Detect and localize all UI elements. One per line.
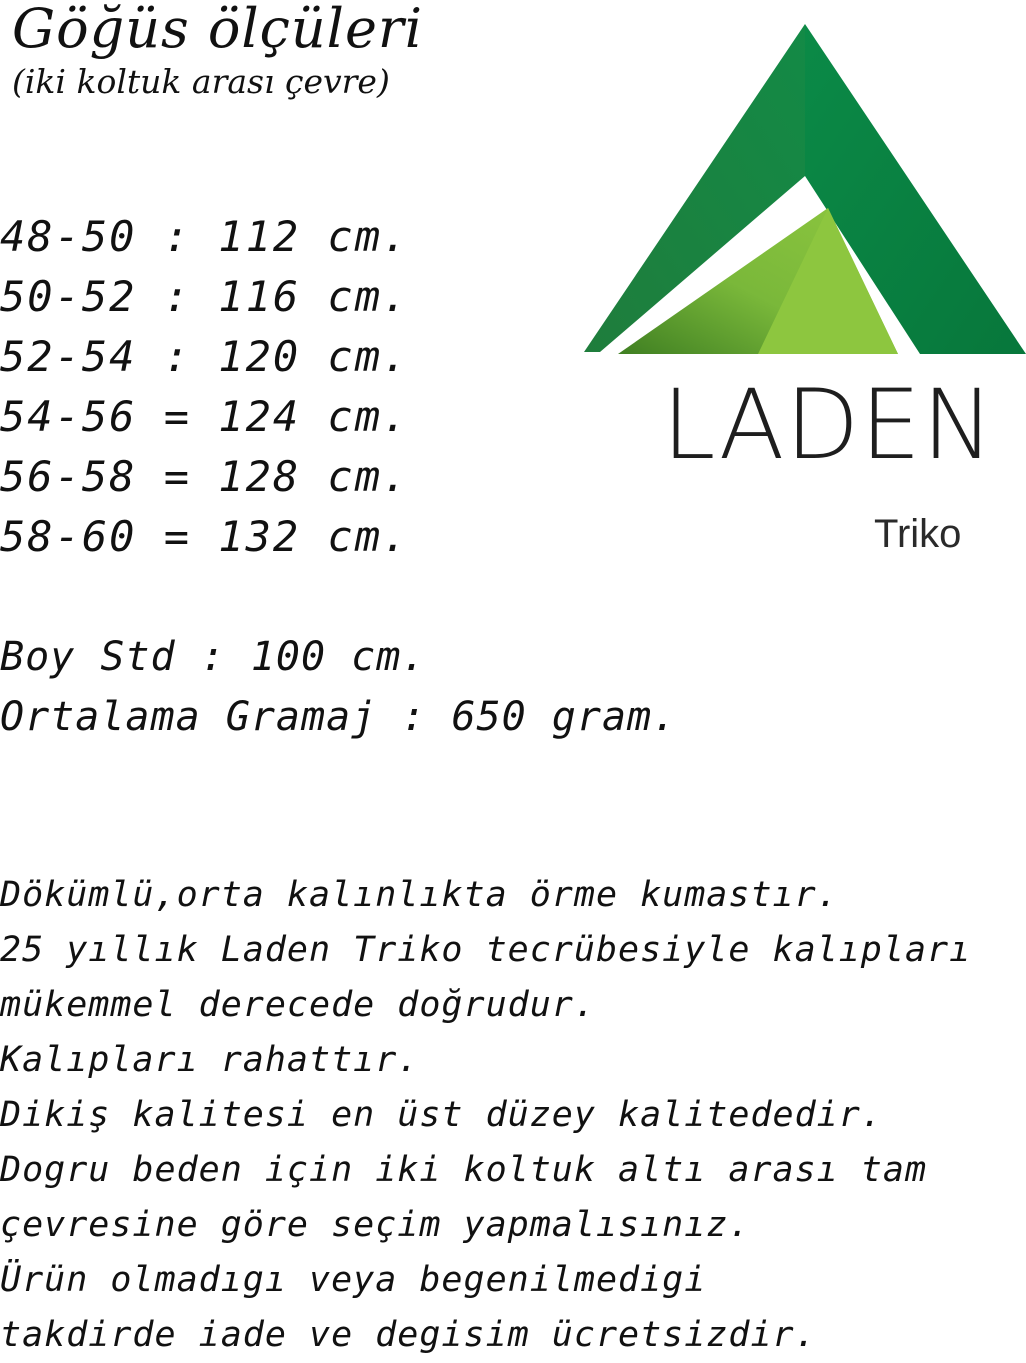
size-row: 58-60 = 132 cm. <box>0 512 410 561</box>
page-subtitle: (iki koltuk arası çevre) <box>12 62 390 101</box>
description-line: 25 yıllık Laden Triko tecrübesiyle kalıpları <box>0 930 972 970</box>
description-line: takdirde iade ve degisim ücretsizdir. <box>0 1315 817 1355</box>
description-list <box>0 868 971 1363</box>
description-line: çevresine göre seçim yapmalısınız. <box>0 1205 751 1245</box>
spec-length: Boy Std : 100 cm. <box>0 634 427 680</box>
description-line: Dogru beden için iki koltuk altı arası tam <box>0 1150 928 1190</box>
description-line: mükemmel derecede doğrudur. <box>0 985 596 1025</box>
spec-weight: Ortalama Gramaj : 650 gram. <box>0 694 678 740</box>
size-list <box>0 207 409 567</box>
description-line: Ürün olmadıgı veya begenilmedigi <box>0 1260 707 1300</box>
brand-name: LADEN <box>662 369 995 481</box>
size-row: 56-58 = 128 cm. <box>0 452 410 501</box>
description-line: Dikiş kalitesi en üst düzey kalitededir. <box>0 1095 883 1135</box>
triangle-logo-icon <box>580 20 1026 360</box>
size-row: 48-50 : 112 cm. <box>0 212 410 261</box>
size-row: 50-52 : 116 cm. <box>0 272 410 321</box>
description-line: Kalıpları rahattır. <box>0 1040 420 1080</box>
spec-list <box>0 627 677 747</box>
size-row: 52-54 : 120 cm. <box>0 332 410 381</box>
laden-logo <box>580 20 1026 560</box>
size-row: 54-56 = 124 cm. <box>0 392 410 441</box>
page-title: Göğüs ölçüleri <box>12 0 423 60</box>
brand-subtitle: Triko <box>874 512 962 556</box>
description-line: Dökümlü,orta kalınlıkta örme kumastır. <box>0 875 839 915</box>
